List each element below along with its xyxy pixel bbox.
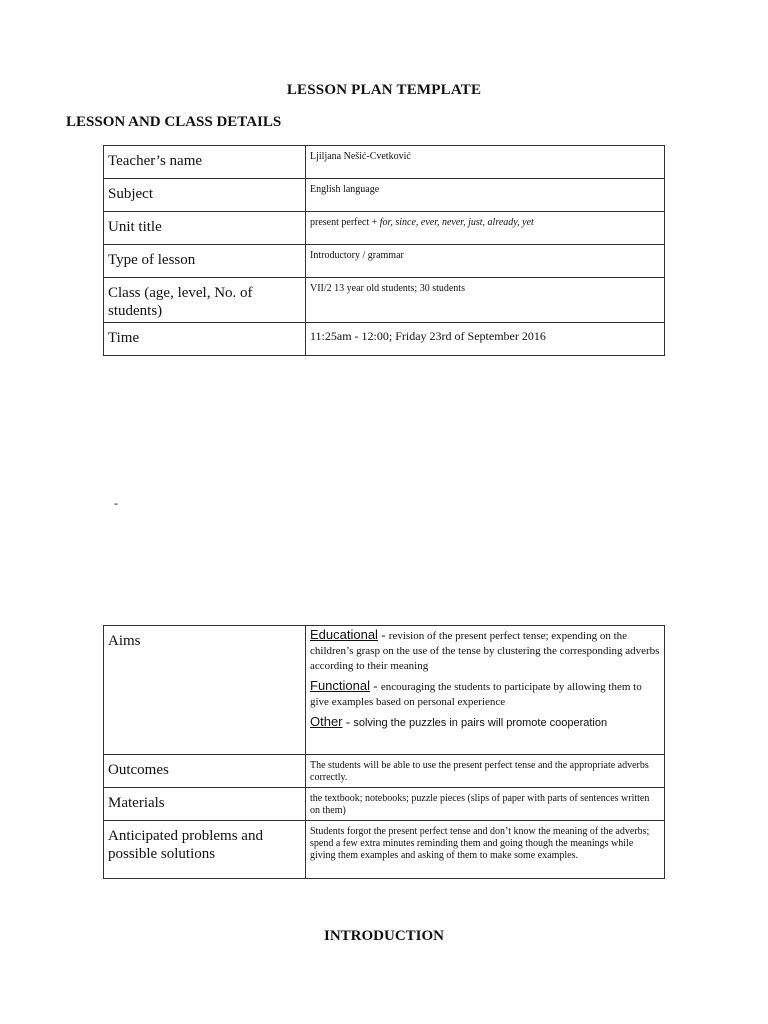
table-row [104,278,665,323]
teacher-label: Teacher’s name [104,146,306,179]
aims-label: Aims [104,626,306,755]
aim-other-text: solving the puzzles in pairs will promote cooperation [353,717,608,729]
unit-title-adverbs: for, since, ever, never, just, already, yet [379,217,534,228]
subject-label: Subject [104,179,306,212]
aim-educational-text: revision of the present perfect tense; expending on the children’s grasp on the use of the tense by clustering the corresponding adverbs according to their meaning [310,630,660,672]
materials-label: Materials [104,788,306,821]
aim-other [310,716,660,731]
materials-value: the textbook; notebooks; puzzle pieces (slips of paper with parts of sentences written on them) [306,788,665,821]
aim-separator: - [369,678,381,693]
aim-separator: - [377,627,389,642]
aim-educational [310,629,660,674]
aims-outcomes-table [103,625,665,879]
table-row [104,179,665,212]
stray-dash: - [114,496,118,510]
table-row [104,323,665,356]
table-row [104,245,665,278]
aim-functional-text: encouraging the students to participate by allowing them to give examples based on personal experience [310,681,642,708]
table-row [104,626,665,755]
introduction-heading: INTRODUCTION [323,928,444,944]
lesson-type-label: Type of lesson [104,245,306,278]
aim-educational-heading: Educational [310,627,378,642]
teacher-value: Ljiljana Nešić-Cvetković [306,146,665,179]
table-row [104,788,665,821]
aims-value [306,626,665,755]
aim-functional [310,680,660,710]
table-row [104,212,665,245]
time-value: 11:25am - 12:00; Friday 23rd of September 2016 [306,323,665,356]
aim-other-heading: Other [310,714,343,729]
table-row [104,755,665,788]
problems-label: Anticipated problems and possible solutions [104,821,306,879]
table-row [104,146,665,179]
aim-functional-heading: Functional [310,678,370,693]
section-heading-lesson-details: LESSON AND CLASS DETAILS [66,114,282,130]
time-label: Time [104,323,306,356]
aim-separator: - [342,714,354,729]
table-row [104,821,665,879]
problems-value: Students forgot the present perfect tense and don’t know the meaning of the adverbs; spend a few extra minutes reminding them and going though the meanings while giving them examples and asking of them to make some examples. [306,821,665,879]
document-title: LESSON PLAN TEMPLATE [286,82,482,98]
class-label: Class (age, level, No. of students) [104,278,306,323]
subject-value: English language [306,179,665,212]
unit-title-value [306,212,665,245]
unit-title-prefix: present perfect + [310,217,380,228]
class-value: VII/2 13 year old students; 30 students [306,278,665,323]
lesson-details-table [103,145,665,356]
lesson-type-value: Introductory / grammar [306,245,665,278]
outcomes-label: Outcomes [104,755,306,788]
unit-title-label: Unit title [104,212,306,245]
outcomes-value: The students will be able to use the present perfect tense and the appropriate adverbs correctly. [306,755,665,788]
